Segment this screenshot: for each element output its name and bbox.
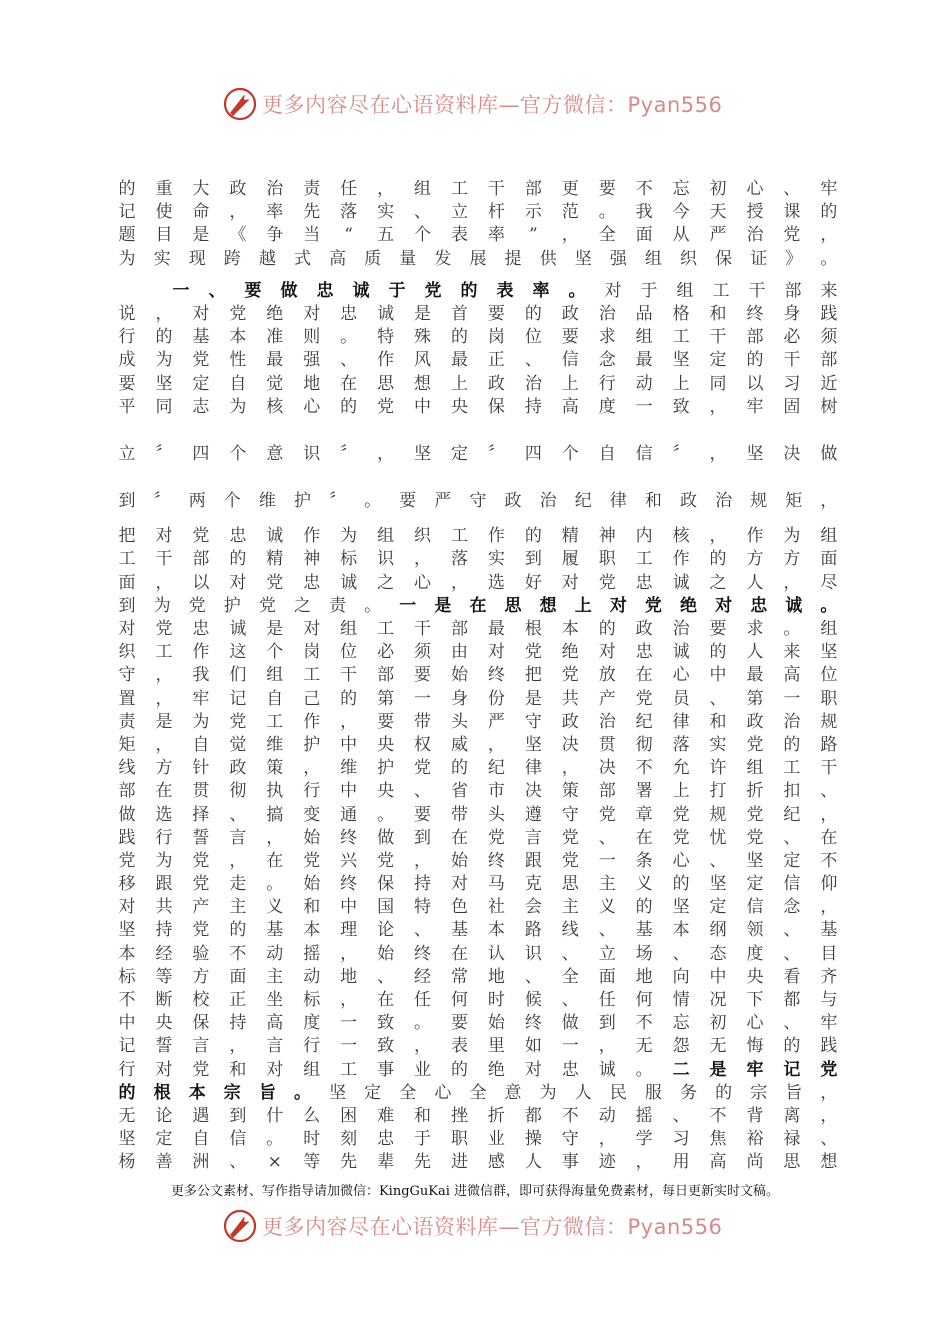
text-line: 的 重 大 政 治 责 任 ， 组 工 干 部 更 要 不 忘 初 心 、 牢 <box>118 179 838 199</box>
text-line: 的 根 本 宗 旨 。 坚 定 全 心 全 意 为 人 民 服 务 的 宗 旨 ， <box>118 1082 838 1103</box>
text-line: 行 的 基 本 准 则 。 特 殊 的 岗 位 要 求 组 工 干 部 必 须 <box>118 327 838 348</box>
text-line: 移 跟 党 走 。 始 终 保 持 对 马 克 思 主 义 的 坚 定 信 仰 <box>118 874 838 895</box>
watermark-bottom <box>222 1208 722 1244</box>
text-line: 为 实 现 跨 越 式 高 质 量 发 展 提 供 坚 强 组 织 保 证 》 。 <box>118 248 838 269</box>
text-line: 矩 ， 自 觉 维 护 中 央 权 威 ， 坚 决 贯 彻 落 实 党 的 路 <box>118 734 838 755</box>
watermark-text: 更多内容尽在心语资料库—官方微信：Pyan556 <box>262 93 723 117</box>
text-line: 对 共 产 主 义 和 中 国 特 色 社 会 主 义 的 坚 定 信 念 ， <box>118 897 838 918</box>
pen-nib-logo-icon <box>222 86 258 122</box>
text-line: 把 对 党 忠 诚 作 为 组 织 工 作 的 精 神 内 核 ， 作 为 组 <box>118 526 838 547</box>
text-line: 立 〞 四 个 意 识 〞 ， 坚 定 〞 四 个 自 信 〞 ， 坚 决 做 <box>118 443 838 464</box>
text-line: 对 党 忠 诚 是 对 组 工 干 部 最 根 本 的 政 治 要 求 。 组 <box>118 619 838 639</box>
text-line: 到 〞 两 个 维 护 〞 。 要 严 守 政 治 纪 律 和 政 治 规 矩 ， <box>118 491 838 512</box>
text-line: 不 断 校 正 坐 标 ， 在 任 何 时 候 、 任 何 情 况 下 都 与 <box>118 990 838 1010</box>
text-line: 践 行 誓 言 ， 始 终 做 到 在 党 言 党 、 在 党 忧 党 、 在 <box>118 827 838 848</box>
watermark-text: 更多内容尽在心语资料库—官方微信：Pyan556 <box>262 1215 723 1239</box>
text-line: 守 ， 我 们 组 工 干 部 要 始 终 把 党 放 在 心 中 最 高 位 <box>118 665 838 686</box>
text-line: 到 为 党 护 党 之 责 。 一 是 在 思 想 上 对 党 绝 对 忠 诚 。 <box>118 595 838 616</box>
text-line: 标 等 方 面 主 动 地 、 经 常 地 、 全 面 地 向 中 央 看 齐 <box>118 966 838 987</box>
text-line: 坚 定 自 信 。 时 刻 忠 于 职 业 操 守 ， 学 习 焦 裕 禄 、 <box>118 1129 838 1150</box>
text-line: 说 ， 对 党 绝 对 忠 诚 是 首 要 的 政 治 品 格 和 终 身 践 <box>118 303 838 324</box>
document-body <box>118 178 838 1175</box>
text-line: 记 使 命 ， 率 先 落 实 、 立 杆 示 范 。 我 今 天 授 课 的 <box>118 202 838 223</box>
text-line: 杨 善 洲 、 × 等 先 辈 先 进 感 人 事 迹 ， 用 高 尚 思 想 <box>118 1152 838 1173</box>
text-line: 面 ， 以 对 党 忠 诚 之 心 ， 选 好 对 党 忠 诚 之 人 ， 尽 <box>118 572 838 593</box>
text-line: 责 是 为 党 工 作 ， 要 带 头 严 守 政 治 纪 律 和 政 治 规 <box>118 711 838 732</box>
text-line: 记 誓 言 ， 言 行 一 致 ， 表 里 如 一 ， 无 怨 无 悔 的 践 <box>118 1036 838 1057</box>
watermark-top <box>222 86 722 122</box>
text-line: 一 、 要 做 忠 诚 于 党 的 表 率 。 对 于 组 工 干 部 来 <box>172 280 838 301</box>
text-line: 题 目 是 《 争 当 “ 五 个 表 率 ” ， 全 面 从 严 治 党 ， <box>118 225 838 246</box>
pen-nib-logo-icon <box>222 1208 258 1244</box>
text-line: 置 ， 牢 记 自 己 的 第 一 身 份 是 共 产 党 员 、 第 一 职 <box>118 688 838 709</box>
text-line: 平 同 志 为 核 心 的 党 中 央 保 持 高 度 一 致 ， 牢 固 树 <box>118 396 838 417</box>
text-line: 行 对 党 和 对 组 工 事 业 的 绝 对 忠 诚 。 二 是 牢 记 党 <box>118 1059 838 1080</box>
footer-note: 更多公文素材、写作指导请加微信：KingGuKai 进微信群，即可获得海量免费素材，每日更新实时文稿。 <box>170 1184 780 1199</box>
text-line: 党 为 党 ， 在 党 兴 党 ， 始 终 跟 党 一 条 心 、 坚 定 不 <box>118 850 838 871</box>
text-line: 坚 持 党 的 基 本 理 论 、 基 本 路 线 、 基 本 纲 领 、 基 <box>118 920 838 941</box>
text-line: 部 在 贯 彻 执 行 中 央 、 省 市 决 策 部 署 上 打 折 扣 、 <box>118 781 838 802</box>
text-line: 做 选 择 、 搞 变 通 。 要 带 头 遵 守 党 章 党 规 党 纪 ， <box>118 804 838 825</box>
text-line: 线 方 针 政 策 ， 维 护 党 的 纪 律 ， 决 不 允 许 组 工 干 <box>118 758 838 779</box>
text-line: 工 干 部 的 精 神 标 识 ， 落 实 到 履 职 工 作 的 方 方 面 <box>118 549 838 570</box>
text-line: 织 工 作 这 个 岗 位 必 须 由 对 党 绝 对 忠 诚 的 人 来 坚 <box>118 642 838 663</box>
text-line: 要 坚 定 自 觉 地 在 思 想 上 政 治 上 行 动 上 同 以 习 近 <box>118 373 838 394</box>
text-line: 本 经 验 不 动 摇 ， 始 终 在 认 识 、 立 场 、 态 度 、 目 <box>118 943 838 964</box>
text-line: 成 为 党 性 最 强 、 作 风 最 正 、 信 念 最 坚 定 的 干 部 <box>118 350 838 371</box>
text-line: 无 论 遇 到 什 么 困 难 和 挫 折 都 不 动 摇 、 不 背 离 ， <box>118 1105 838 1126</box>
text-line: 中 央 保 持 高 度 一 致 。 要 始 终 做 到 不 忘 初 心 、 牢 <box>118 1013 838 1034</box>
